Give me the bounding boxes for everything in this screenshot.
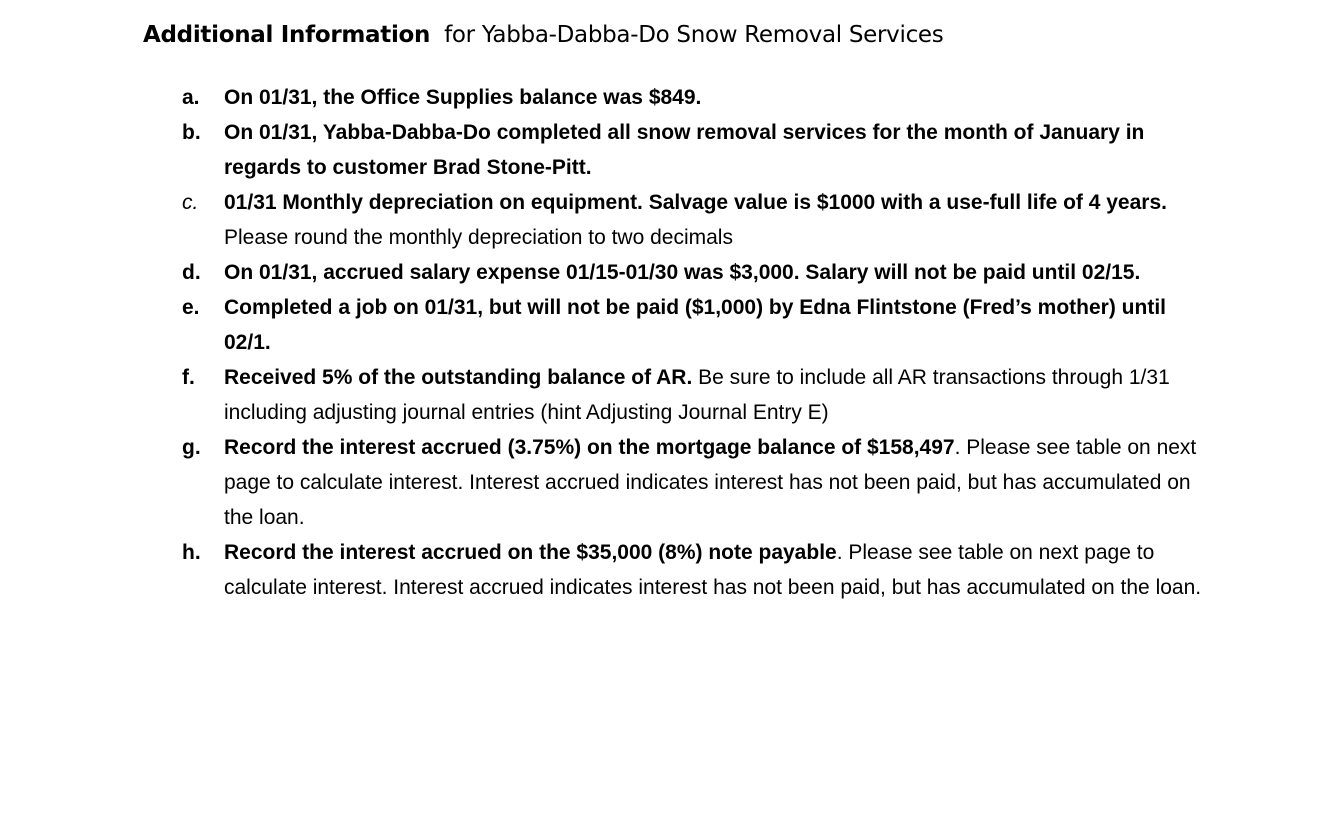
- list-item-text: [224, 290, 1212, 360]
- document-heading: [143, 22, 943, 48]
- item-bold-text: Received 5% of the outstanding balance of AR.: [224, 366, 693, 389]
- list-item-b: [182, 115, 1212, 185]
- information-list: [182, 80, 1212, 605]
- list-item-f: [182, 360, 1212, 430]
- item-bold-text: 01/31 Monthly depreciation on equipment. Salvage value is $1000 with a use-full life of 4 years.: [224, 191, 1167, 214]
- item-bold-text: On 01/31, Yabba-Dabba-Do completed all snow removal services for the month of January in regards to customer Brad Stone-Pitt.: [224, 121, 1145, 179]
- list-item-text: [224, 185, 1212, 255]
- item-bold-text: On 01/31, accrued salary expense 01/15-01/30 was $3,000. Salary will not be paid until 02/15.: [224, 261, 1141, 284]
- list-item-c: [182, 185, 1212, 255]
- list-marker: f.: [182, 366, 195, 389]
- list-marker: a.: [182, 86, 200, 109]
- list-item-text: [224, 535, 1212, 605]
- list-item-h: [182, 535, 1212, 605]
- list-marker: c.: [182, 191, 199, 214]
- list-item-e: [182, 290, 1212, 360]
- heading-bold-part: Additional Information: [143, 22, 431, 48]
- list-item-text: [224, 255, 1212, 290]
- list-item-a: [182, 80, 1212, 115]
- list-item-text: [224, 115, 1212, 185]
- item-bold-text: Record the interest accrued (3.75%) on the mortgage balance of $158,497: [224, 436, 955, 459]
- list-marker: d.: [182, 261, 201, 284]
- item-normal-text: Please round the monthly depreciation to two decimals: [224, 226, 733, 249]
- list-marker: e.: [182, 296, 200, 319]
- item-normal-text: Be sure to include all AR transactions through 1/31 including adjusting journal entries (hint Adjusting Journal Entry E): [224, 366, 1170, 424]
- list-marker: b.: [182, 121, 201, 144]
- list-item-text: [224, 80, 1212, 115]
- list-item-g: [182, 430, 1212, 535]
- list-item-text: [224, 430, 1212, 535]
- item-bold-text: Record the interest accrued on the $35,000 (8%) note payable: [224, 541, 837, 564]
- list-marker: h.: [182, 541, 201, 564]
- list-marker: g.: [182, 436, 201, 459]
- item-bold-text: Completed a job on 01/31, but will not be paid ($1,000) by Edna Flintstone (Fred’s mother) until 02/1.: [224, 296, 1166, 354]
- item-normal-text: . Please see table on next page to calculate interest. Interest accrued indicates interest has not been paid, but has accumulated on the loan.: [224, 541, 1202, 599]
- item-normal-text: . Please see table on next page to calculate interest. Interest accrued indicates interest has not been paid, but has accumulated on the loan.: [224, 436, 1197, 529]
- item-bold-text: On 01/31, the Office Supplies balance was $849.: [224, 86, 702, 109]
- list-item-text: [224, 360, 1212, 430]
- heading-company: for Yabba-Dabba-Do Snow Removal Services: [444, 22, 944, 48]
- list-item-d: [182, 255, 1212, 290]
